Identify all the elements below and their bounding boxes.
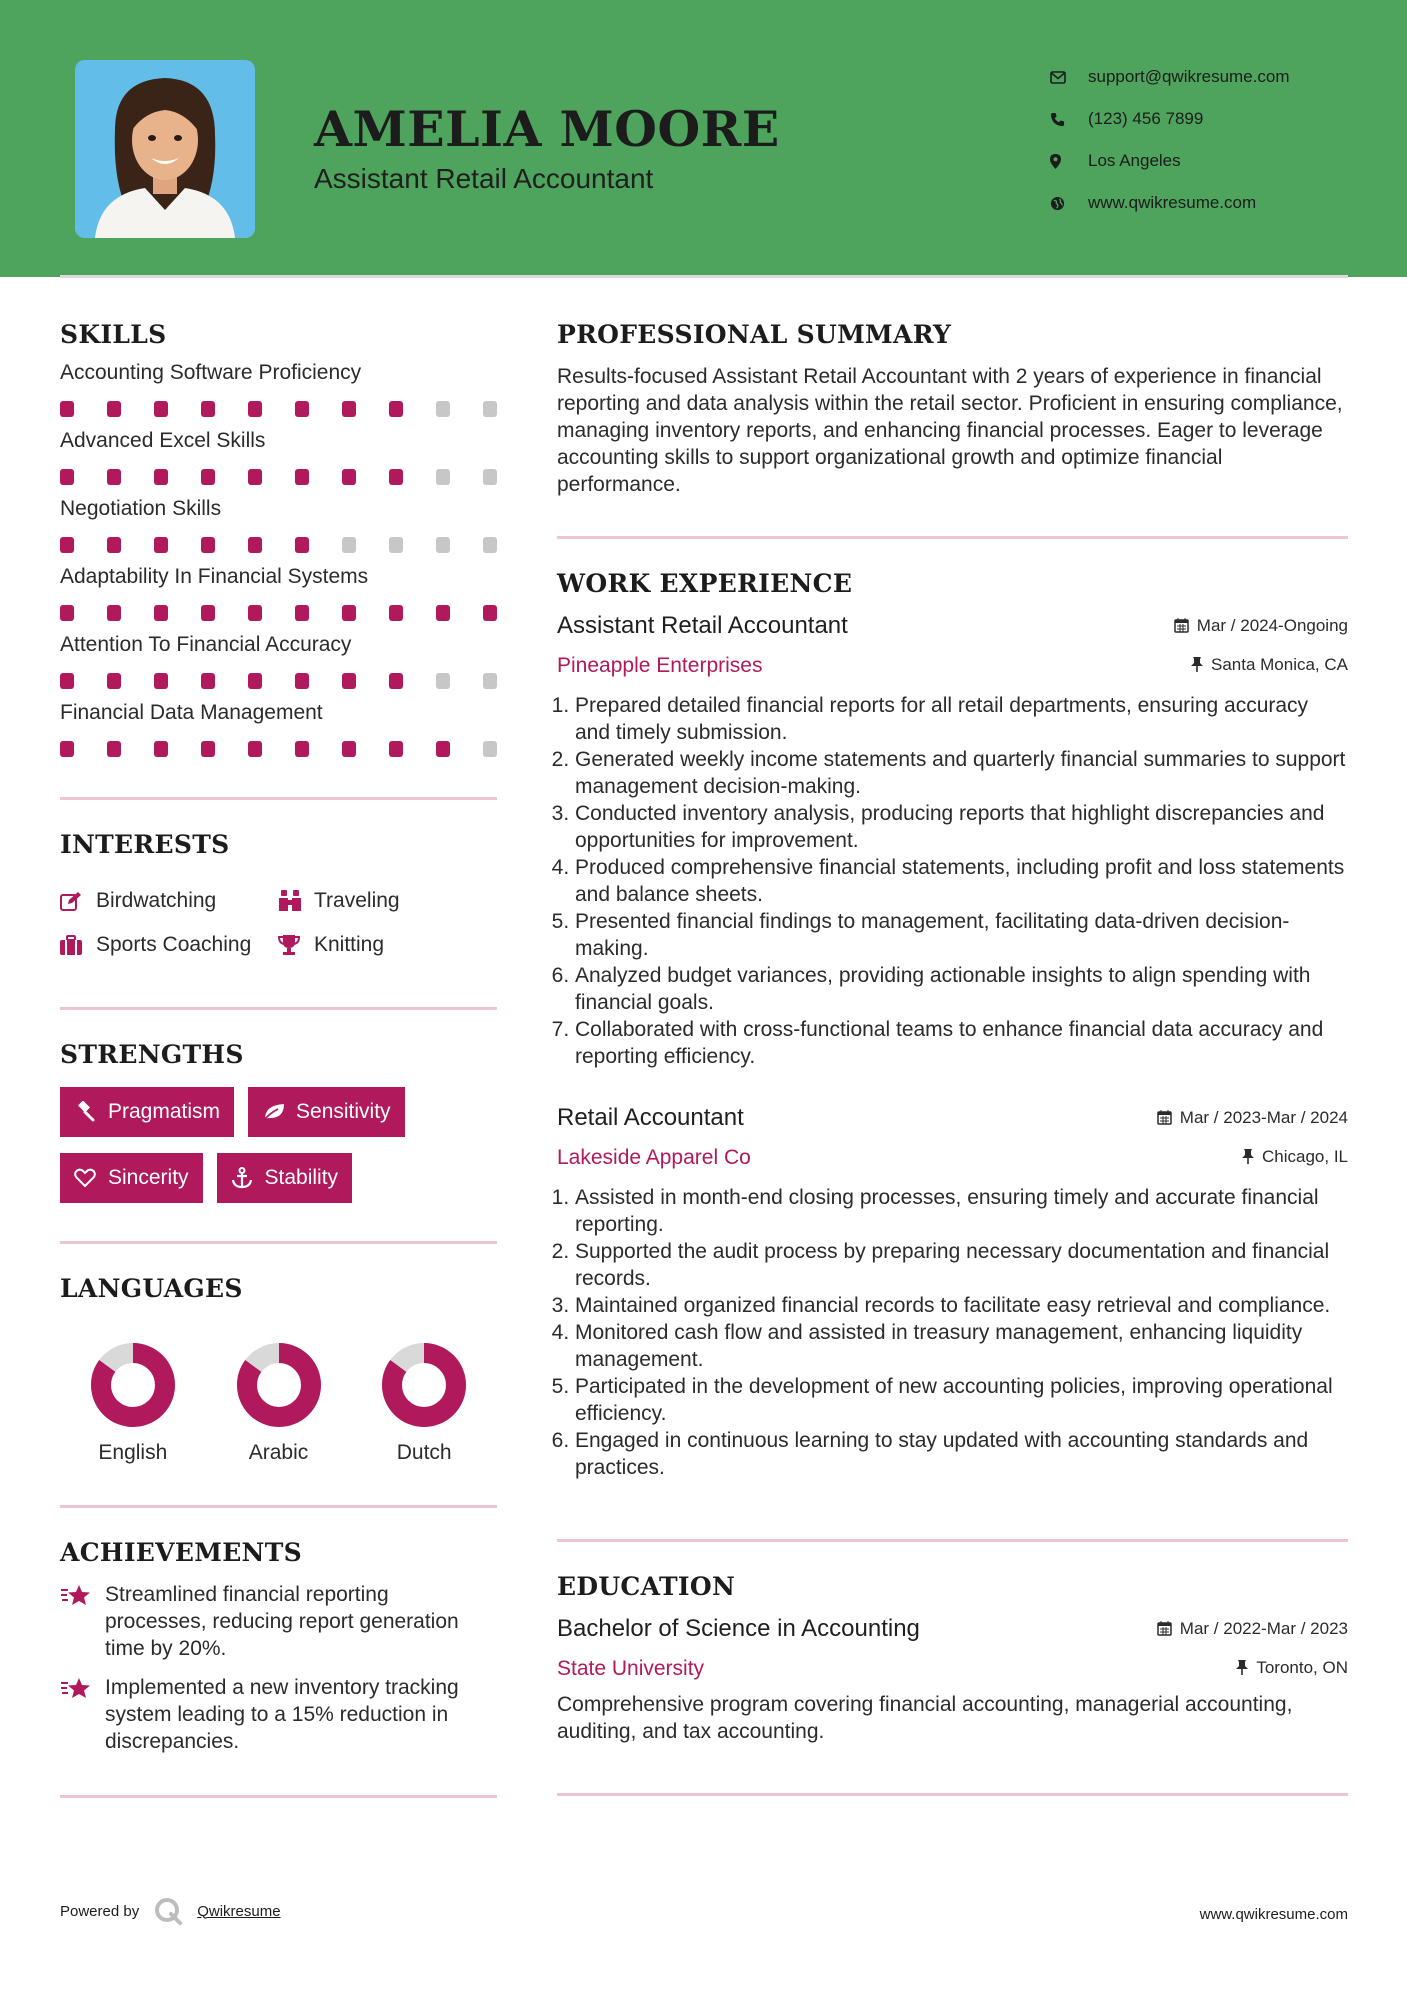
candidate-name: AMELIA MOORE [314, 100, 780, 158]
language-item [206, 1343, 352, 1465]
skills-list [60, 361, 497, 757]
skill-name: Financial Data Management [60, 701, 323, 724]
rating-dot-filled [201, 401, 215, 417]
skill-rating [60, 605, 497, 621]
rating-dot-filled [483, 605, 497, 621]
section-title-skills: SKILLS [60, 320, 167, 349]
anchor-icon [231, 1167, 265, 1189]
rating-dot-filled [248, 605, 262, 621]
list-item: 6. Analyzed budget variances, providing actionable insights to align spending with financial goals. [575, 962, 1348, 1016]
rating-dot-filled [107, 605, 121, 621]
rating-dot-filled [342, 741, 356, 757]
rating-dot-filled [389, 673, 403, 689]
education-location: Toronto, ON [1236, 1658, 1348, 1678]
interest-item: Birdwatching [60, 879, 278, 923]
job-location: Santa Monica, CA [1191, 655, 1348, 675]
rating-dot-empty [483, 469, 497, 485]
skill-name: Advanced Excel Skills [60, 429, 266, 452]
contact-website[interactable]: www.qwikresume.com [1050, 182, 1390, 224]
rating-dot-filled [342, 469, 356, 485]
list-item: 3. Conducted inventory analysis, producing reports that highlight discrepancies and opportunities for improvement. [575, 800, 1348, 854]
rating-dot-filled [295, 401, 309, 417]
company-name: Pineapple Enterprises [557, 654, 763, 677]
rating-dot-empty [436, 469, 450, 485]
experience-section [557, 569, 1348, 1481]
right-column [557, 320, 1348, 1796]
rating-dot-filled [154, 673, 168, 689]
degree-title: Bachelor of Science in Accounting [557, 1615, 920, 1642]
rating-dot-filled [436, 605, 450, 621]
section-divider [60, 797, 497, 800]
rating-dot-filled [295, 741, 309, 757]
rating-dot-filled [342, 605, 356, 621]
rating-dot-filled [342, 673, 356, 689]
rating-dot-filled [60, 537, 74, 553]
pencil-square-icon [60, 891, 96, 911]
strength-tag: Sincerity [60, 1153, 203, 1203]
rating-dot-filled [107, 469, 121, 485]
skill-item [60, 429, 497, 485]
strength-tag: Stability [217, 1153, 353, 1203]
section-title-strengths: STRENGTHS [60, 1040, 244, 1069]
summary-section [557, 320, 1348, 498]
job-entry [557, 612, 1348, 1070]
languages-section [60, 1274, 497, 1465]
skill-item [60, 497, 497, 553]
strength-tag: Pragmatism [60, 1087, 234, 1137]
gavel-icon [74, 1101, 108, 1123]
rating-dot-filled [295, 605, 309, 621]
rating-dot-filled [201, 741, 215, 757]
rating-dot-empty [483, 537, 497, 553]
section-divider [557, 1793, 1348, 1796]
skill-item [60, 701, 497, 757]
interest-item: Knitting [278, 923, 384, 967]
rating-dot-filled [389, 741, 403, 757]
skills-section [60, 320, 497, 757]
rating-dot-filled [248, 401, 262, 417]
section-divider [60, 1007, 497, 1010]
language-name: English [98, 1441, 168, 1464]
rating-dot-filled [248, 673, 262, 689]
language-donut [382, 1343, 466, 1427]
job-title: Assistant Retail Accountant [557, 612, 848, 639]
section-divider [60, 1241, 497, 1244]
achievement-item: Implemented a new inventory tracking system leading to a 15% reduction in discrepancies. [60, 1674, 497, 1755]
education-date: Mar / 2022-Mar / 2023 [1157, 1619, 1348, 1639]
list-item: 2. Generated weekly income statements and quarterly financial summaries to support management decision-making. [575, 746, 1348, 800]
rating-dot-filled [107, 673, 121, 689]
profile-photo [75, 60, 255, 238]
rating-dot-empty [342, 537, 356, 553]
leaf-icon [262, 1102, 296, 1122]
section-title-interests: INTERESTS [60, 830, 230, 859]
list-item: 1. Assisted in month-end closing processes, ensuring timely and accurate financial reporting. [575, 1184, 1348, 1238]
skill-item [60, 361, 497, 417]
rating-dot-filled [201, 469, 215, 485]
skill-name: Accounting Software Proficiency [60, 361, 362, 384]
section-title-achievements: ACHIEVEMENTS [60, 1538, 302, 1567]
contact-list [1050, 56, 1390, 224]
rating-dot-filled [201, 673, 215, 689]
rating-dot-empty [436, 401, 450, 417]
section-title-languages: LANGUAGES [60, 1274, 243, 1303]
language-item [60, 1343, 206, 1465]
rating-dot-empty [483, 741, 497, 757]
rating-dot-filled [107, 537, 121, 553]
rating-dot-filled [60, 401, 74, 417]
rating-dot-filled [154, 537, 168, 553]
envelope-icon [1050, 71, 1088, 84]
calendar-icon [1157, 1621, 1172, 1636]
trophy-icon [278, 934, 314, 956]
list-item: 4. Monitored cash flow and assisted in treasury management, enhancing liquidity management. [575, 1319, 1348, 1373]
rating-dot-filled [154, 741, 168, 757]
education-description: Comprehensive program covering financial accounting, managerial accounting, auditing, and tax accounting. [557, 1693, 1293, 1743]
rating-dot-filled [154, 469, 168, 485]
list-item: 6. Engaged in continuous learning to stay updated with accounting standards and practices. [575, 1427, 1348, 1481]
contact-location: Los Angeles [1050, 140, 1390, 182]
candidate-role: Assistant Retail Accountant [314, 163, 654, 194]
strength-tag: Sensitivity [248, 1087, 405, 1137]
skill-rating [60, 673, 497, 689]
binoculars-icon [278, 890, 314, 912]
section-divider [557, 536, 1348, 539]
map-pin-icon [1050, 154, 1088, 169]
skill-rating [60, 741, 497, 757]
achievements-list [60, 1581, 497, 1755]
rating-dot-filled [154, 605, 168, 621]
summary-text: Results-focused Assistant Retail Accountant with 2 years of experience in financial reporting and data analysis within the retail sector. Proficient in ensuring compliance, managing inventory reports, and enhancing financial processes. Eager to leverage accounting skills to support organizational growth and optimize financial performance. [557, 365, 1343, 496]
rating-dot-empty [389, 537, 403, 553]
company-name: Lakeside Apparel Co [557, 1146, 751, 1169]
left-column [60, 320, 497, 1798]
pushpin-icon [1191, 657, 1203, 672]
rating-dot-empty [483, 401, 497, 417]
rating-dot-filled [60, 741, 74, 757]
list-item: 5. Presented financial findings to management, facilitating data-driven decision-making. [575, 908, 1348, 962]
language-name: Arabic [248, 1441, 309, 1464]
language-item [351, 1343, 497, 1465]
rating-dot-empty [436, 673, 450, 689]
achievement-item: Streamlined financial reporting processes, reducing report generation time by 20%. [60, 1581, 497, 1662]
globe-icon [1050, 196, 1088, 211]
list-item: 3. Maintained organized financial records to facilitate easy retrieval and compliance. [575, 1292, 1348, 1319]
rating-dot-filled [248, 741, 262, 757]
rating-dot-filled [389, 401, 403, 417]
skill-rating [60, 469, 497, 485]
skill-rating [60, 537, 497, 553]
skill-name: Adaptability In Financial Systems [60, 565, 369, 588]
qwikresume-logo-icon [153, 1896, 183, 1926]
interest-item: Sports Coaching [60, 923, 278, 967]
job-date: Mar / 2024-Ongoing [1174, 616, 1348, 636]
rating-dot-filled [389, 605, 403, 621]
header-divider [60, 275, 1348, 278]
language-donut [91, 1343, 175, 1427]
education-entry [557, 1615, 1348, 1745]
languages-list [60, 1343, 497, 1465]
rating-dot-filled [60, 469, 74, 485]
rating-dot-filled [107, 401, 121, 417]
briefcase-icon [60, 935, 96, 955]
section-title-education: EDUCATION [557, 1572, 736, 1601]
skill-item [60, 633, 497, 689]
phone-icon [1050, 112, 1088, 127]
rating-dot-filled [60, 605, 74, 621]
job-bullets [557, 692, 1348, 1070]
strengths-section [60, 1040, 497, 1219]
rating-dot-filled [201, 605, 215, 621]
job-bullets [557, 1184, 1348, 1481]
rating-dot-filled [107, 741, 121, 757]
interests-list [60, 879, 497, 967]
contact-phone[interactable]: (123) 456 7899 [1050, 98, 1390, 140]
calendar-icon [1174, 618, 1189, 633]
list-item: 5. Participated in the development of new accounting policies, improving operational efficiency. [575, 1373, 1348, 1427]
footer-url[interactable]: www.qwikresume.com [1199, 1906, 1348, 1923]
list-item: 7. Collaborated with cross-functional teams to enhance financial data accuracy and reporting efficiency. [575, 1016, 1348, 1070]
education-section [557, 1572, 1348, 1745]
rating-dot-filled [295, 673, 309, 689]
rating-dot-filled [201, 537, 215, 553]
pushpin-icon [1236, 1660, 1248, 1675]
rating-dot-filled [60, 673, 74, 689]
rating-dot-empty [436, 537, 450, 553]
rating-dot-filled [295, 469, 309, 485]
interest-item: Traveling [278, 879, 400, 923]
job-entry [557, 1104, 1348, 1481]
job-title: Retail Accountant [557, 1104, 744, 1131]
list-item: 1. Prepared detailed financial reports for all retail departments, ensuring accuracy and timely submission. [575, 692, 1348, 746]
interests-section [60, 830, 497, 967]
rating-dot-filled [248, 469, 262, 485]
contact-email[interactable]: support@qwikresume.com [1050, 56, 1390, 98]
school-name: State University [557, 1657, 705, 1680]
job-date: Mar / 2023-Mar / 2024 [1157, 1108, 1348, 1128]
skill-name: Negotiation Skills [60, 497, 222, 520]
language-donut [237, 1343, 321, 1427]
star-icon [60, 1674, 105, 1755]
language-name: Dutch [396, 1441, 452, 1464]
section-divider [557, 1539, 1348, 1542]
qwikresume-link[interactable]: Qwikresume [197, 1902, 281, 1920]
achievements-section [60, 1538, 497, 1755]
footer-powered-by: Powered by Qwikresume [60, 1896, 281, 1926]
calendar-icon [1157, 1110, 1172, 1125]
list-item: 2. Supported the audit process by preparing necessary documentation and financial records. [575, 1238, 1348, 1292]
section-title-experience: WORK EXPERIENCE [557, 569, 853, 598]
section-divider [60, 1505, 497, 1508]
strengths-list [60, 1087, 497, 1219]
rating-dot-filled [436, 741, 450, 757]
list-item: 4. Produced comprehensive financial statements, including profit and loss statements and balance sheets. [575, 854, 1348, 908]
rating-dot-filled [154, 401, 168, 417]
skill-rating [60, 401, 497, 417]
rating-dot-filled [295, 537, 309, 553]
job-location: Chicago, IL [1242, 1147, 1348, 1167]
resume-header [0, 0, 1407, 277]
section-divider [60, 1795, 497, 1798]
pushpin-icon [1242, 1149, 1254, 1164]
rating-dot-filled [248, 537, 262, 553]
skill-item [60, 565, 497, 621]
rating-dot-empty [483, 673, 497, 689]
section-title-summary: PROFESSIONAL SUMMARY [557, 320, 952, 349]
star-icon [60, 1581, 105, 1662]
heart-icon [74, 1168, 108, 1188]
rating-dot-filled [389, 469, 403, 485]
rating-dot-filled [342, 401, 356, 417]
skill-name: Attention To Financial Accuracy [60, 633, 352, 656]
